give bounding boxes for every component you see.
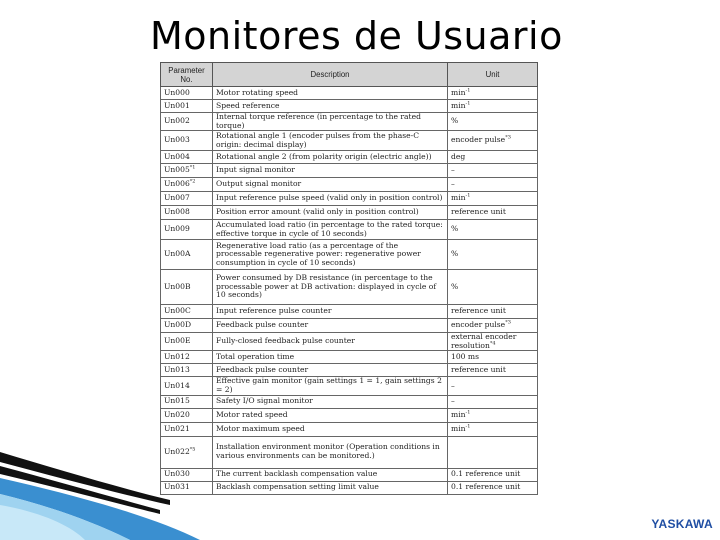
yaskawa-logo: YASKAWA — [651, 517, 713, 531]
param-cell: Un021 — [161, 422, 213, 436]
desc-cell: Motor rated speed — [213, 408, 448, 422]
param-cell: Un003 — [161, 131, 213, 151]
unit-cell: 0.1 reference unit — [448, 481, 538, 494]
unit-cell: $\min^{-1}$ — [448, 422, 538, 436]
param-cell: Un004 — [161, 151, 213, 164]
unit-cell: $\min^{-1}$ — [448, 408, 538, 422]
desc-cell: Accumulated load ratio (in percentage to the rated torque: effective torque in cycle of 10 seconds) — [213, 220, 448, 240]
desc-cell: Safety I/O signal monitor — [213, 395, 448, 408]
unit-cell: – — [448, 377, 538, 395]
param-cell: Un031 — [161, 481, 213, 494]
desc-cell: Total operation time — [213, 351, 448, 364]
param-cell: Un00A — [161, 240, 213, 270]
param-cell: Un022$^{*5}$ — [161, 436, 213, 468]
desc-cell: Position error amount (valid only in position control) — [213, 206, 448, 220]
desc-cell: Motor maximum speed — [213, 422, 448, 436]
param-cell: Un020 — [161, 408, 213, 422]
desc-cell: Rotational angle 1 (encoder pulses from the phase-C origin: decimal display) — [213, 131, 448, 151]
param-cell: Un000 — [161, 87, 213, 100]
header-parameter-no: Parameter No. — [161, 63, 213, 87]
desc-cell: Effective gain monitor (gain settings 1 = 1, gain settings 2 = 2) — [213, 377, 448, 395]
unit-cell: % — [448, 113, 538, 131]
desc-cell: Feedback pulse counter — [213, 319, 448, 333]
wave-stripes-decoration — [0, 452, 200, 540]
param-cell: Un001 — [161, 100, 213, 113]
param-cell: Un00C — [161, 305, 213, 319]
unit-cell: external encoder resolution$^{*4}$ — [448, 333, 538, 351]
desc-cell: Speed reference — [213, 100, 448, 113]
param-cell: Un00D — [161, 319, 213, 333]
header-description: Description — [213, 63, 448, 87]
desc-cell: The current backlash compensation value — [213, 468, 448, 481]
param-cell: Un00B — [161, 270, 213, 305]
desc-cell: Motor rotating speed — [213, 87, 448, 100]
param-cell: Un006$^{*2}$ — [161, 178, 213, 192]
param-cell: Un005$^{*1}$ — [161, 164, 213, 178]
unit-cell: – — [448, 164, 538, 178]
unit-cell: encoder pulse$^{*3}$ — [448, 319, 538, 333]
unit-cell: % — [448, 240, 538, 270]
unit-cell: % — [448, 270, 538, 305]
desc-cell: Internal torque reference (in percentage to the rated torque) — [213, 113, 448, 131]
unit-cell: – — [448, 178, 538, 192]
desc-cell: Input reference pulse speed (valid only in position control) — [213, 192, 448, 206]
param-cell: Un030 — [161, 468, 213, 481]
desc-cell: Regenerative load ratio (as a percentage of the processable regenerative power: regenerative power consumption in cycle of 10 seconds) — [213, 240, 448, 270]
unit-cell: 100 ms — [448, 351, 538, 364]
unit-cell: encoder pulse$^{*3}$ — [448, 131, 538, 151]
unit-cell: reference unit — [448, 206, 538, 220]
param-cell: Un002 — [161, 113, 213, 131]
desc-cell: Feedback pulse counter — [213, 364, 448, 377]
slide-title: Monitores de Usuario — [150, 14, 563, 58]
unit-cell: $\min^{-1}$ — [448, 192, 538, 206]
desc-cell: Installation environment monitor (Operation conditions in various environments can be monitored.) — [213, 436, 448, 468]
param-cell: Un008 — [161, 206, 213, 220]
unit-cell: deg — [448, 151, 538, 164]
param-cell: Un012 — [161, 351, 213, 364]
desc-cell: Power consumed by DB resistance (in percentage to the processable power at DB activation: displayed in cycle of 10 seconds) — [213, 270, 448, 305]
unit-cell: – — [448, 395, 538, 408]
param-cell: Un014 — [161, 377, 213, 395]
unit-cell: $\min^{-1}$ — [448, 100, 538, 113]
unit-cell: reference unit — [448, 364, 538, 377]
param-cell: Un015 — [161, 395, 213, 408]
desc-cell: Backlash compensation setting limit value — [213, 481, 448, 494]
unit-cell: $\min^{-1}$ — [448, 87, 538, 100]
desc-cell: Fully-closed feedback pulse counter — [213, 333, 448, 351]
param-cell: Un013 — [161, 364, 213, 377]
param-cell: Un00E — [161, 333, 213, 351]
param-cell: Un009 — [161, 220, 213, 240]
unit-cell: reference unit — [448, 305, 538, 319]
desc-cell: Output signal monitor — [213, 178, 448, 192]
unit-cell: % — [448, 220, 538, 240]
desc-cell: Rotational angle 2 (from polarity origin (electric angle)) — [213, 151, 448, 164]
header-unit: Unit — [448, 63, 538, 87]
unit-cell: 0.1 reference unit — [448, 468, 538, 481]
desc-cell: Input reference pulse counter — [213, 305, 448, 319]
desc-cell: Input signal monitor — [213, 164, 448, 178]
param-cell: Un007 — [161, 192, 213, 206]
